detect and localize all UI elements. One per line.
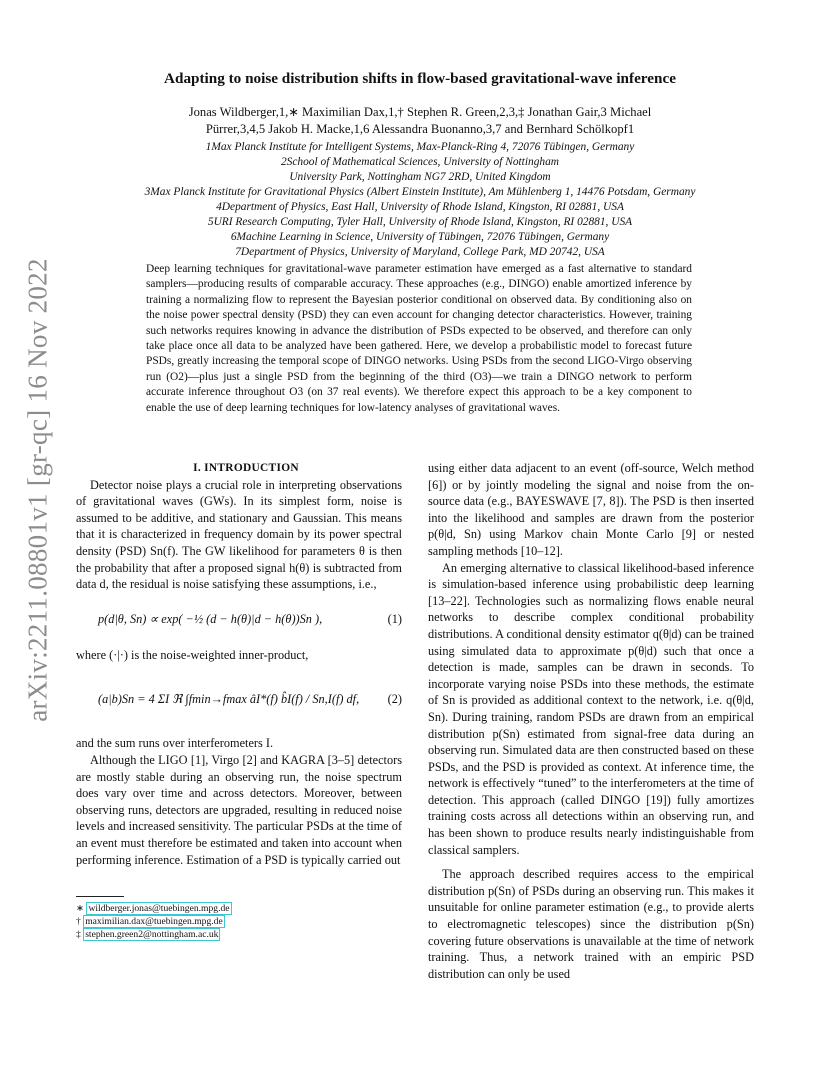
footnote	[76, 929, 402, 942]
affiliation: 7Department of Physics, University of Maryland, College Park, MD 20742, USA	[235, 246, 605, 258]
paragraph: An emerging alternative to classical likelihood-based inference is simulation-based inference using probabilistic deep learning [13–22]. Technologies such as normalizing flows enable neural networks to describe complex conditional probability distributions. A conditional density estimator q(θ|d) can be trained using simulated data to approximate p(θ|d) such that once a detection is made, samples can be drawn in seconds. To incorporate varying noise PSDs into these methods, the estimate of Sn is provided as additional context to the network, i.e. q(θ|d, Sn). During training, random PSDs are drawn from an empirical distribution p(Sn) estimated from signal-free data during an observing run. Simulated data are then constructed based on these PSDs, and the PSD is provided as context. At inference time, the network is effectively “tuned” to the interferometers at the time of detection. This approach (called DINGO [19]) fully amortizes training costs across all detections within an observing run, and has been shown to produce results nearly indistinguishable from classical samplers.	[428, 560, 754, 857]
author-line: Jonas Wildberger,1,∗ Maximilian Dax,1,† Stephen R. Green,2,3,‡ Jonathan Gair,3 Michael	[188, 105, 652, 119]
paragraph: and the sum runs over interferometers I.	[76, 736, 274, 751]
footnote	[76, 903, 402, 916]
equation-expression: p(d|θ, Sn) ∝ exp( −½ (d − h(θ)|d − h(θ))Sn ),	[98, 611, 323, 626]
paragraph: Although the LIGO [1], Virgo [2] and KAGRA [3–5] detectors are mostly stable during an observing run, the noise spectrum does vary over time and across detectors. Moreover, between observing runs, detectors are upgraded, resulting in reduced noise levels and increased sensitivity. The particular PSDs at the time of an event must therefore be estimated and taken into account when performing inference. Estimation of a PSD is typically carried out	[76, 752, 402, 867]
author-list	[110, 104, 730, 138]
left-column	[76, 460, 402, 941]
footnote-rule	[76, 896, 124, 897]
equation-expression: (a|b)Sn = 4 ΣI ℜ ∫fmin→fmax âI*(f) b̂I(f) / Sn,I(f) df,	[98, 692, 360, 707]
email-link[interactable]: maximilian.dax@tuebingen.mpg.de	[85, 915, 223, 927]
affiliation: 3Max Planck Institute for Gravitational Physics (Albert Einstein Institute), Am Mühlenberg 1, 14476 Potsdam, Germany	[144, 186, 696, 198]
footnote-mark: ‡	[76, 928, 81, 940]
section-heading: I. INTRODUCTION	[193, 462, 299, 474]
equation-number: (2)	[387, 692, 402, 707]
email-link[interactable]: wildberger.jonas@tuebingen.mpg.de	[88, 903, 230, 915]
footnote-mark: †	[76, 915, 81, 927]
affiliation: 6Machine Learning in Science, University of Tübingen, 72076 Tübingen, Germany	[230, 231, 610, 243]
arxiv-stamp	[16, 258, 60, 722]
affiliation: University Park, Nottingham NG7 2RD, United Kingdom	[289, 171, 551, 183]
paper-title: Adapting to noise distribution shifts in flow-based gravitational-wave inference	[164, 70, 676, 87]
email-link[interactable]: stephen.green2@nottingham.ac.uk	[85, 928, 219, 940]
equation-1	[76, 599, 402, 643]
affiliation: 2School of Mathematical Sciences, University of Nottingham	[280, 156, 560, 168]
paragraph: The approach described requires access to the empirical distribution p(Sn) of PSDs during an observing run. This makes it unsuitable for online parameter estimation (e.g., to provide alerts to electromagnetic telescopes) since the distribution p(Sn) covering future observations is unavailable at the time of network training. Thus, a network trained with an empiric PSD distribution can only be used	[428, 867, 754, 981]
footnote	[76, 916, 402, 929]
right-column	[428, 460, 754, 982]
footnote-mark: ∗	[76, 903, 85, 915]
equation-number: (1)	[387, 611, 402, 626]
abstract: Deep learning techniques for gravitational-wave parameter estimation have emerged as a fast alternative to standard samplers—producing results of comparable accuracy. These approaches (e.g., DINGO) enable amortized inference by training a normalizing flow to represent the Bayesian posterior conditional on observed data. By conditioning also on the noise power spectral density (PSD) they can even account for changing detector characteristics. However, training such networks requires knowing in advance the distribution of PSDs expected to be observed, and therefore can only take place once all data to be analyzed have been gathered. Here, we develop a probabilistic model to forecast future PSDs, greatly increasing the temporal scope of DINGO networks. Using PSDs from the second LIGO-Virgo observing run (O2)—plus just a single PSD from the beginning of the third (O3)—we train a DINGO network to perform accurate inference throughout O3 (on 37 real events). We therefore expect this approach to be a key component to enable the use of deep learning techniques for low-latency analyses of gravitational waves.	[146, 263, 692, 414]
author-line: Pürrer,3,4,5 Jakob H. Macke,1,6 Alessandra Buonanno,3,7 and Bernhard Schölkopf1	[205, 122, 635, 136]
paragraph: using either data adjacent to an event (off-source, Welch method [6]) or by jointly modeling the signal and noise from the on-source data (e.g., BAYESWAVE [7, 8]). The PSD is then inserted into the likelihood and samples are drawn from the posterior p(θ|d, Sn) using Markov chain Monte Carlo [9] or nested sampling methods [10–12].	[428, 461, 754, 558]
paragraph: Detector noise plays a crucial role in interpreting observations of gravitational waves (GWs). In its simplest form, noise is assumed to be additive, and stationary and Gaussian. This means that it is characterized in frequency domain by its power spectral density (PSD) Sn(f). The GW likelihood for parameters θ is then the probability that after a proposed signal h(θ) is subtracted from data d, the residual is noise satisfying these assumptions, i.e.,	[76, 477, 402, 592]
arxiv-id: arXiv:2211.08801v1 [gr-qc] 16 Nov 2022	[22, 258, 53, 722]
affiliation-list	[60, 140, 780, 260]
affiliation: 5URI Research Computing, Tyler Hall, University of Rhode Island, Kingston, RI 02881, USA	[207, 216, 633, 228]
equation-2	[76, 669, 402, 731]
affiliation: 1Max Planck Institute for Intelligent Systems, Max-Planck-Ring 4, 72076 Tübingen, Germany	[205, 141, 635, 153]
affiliation: 4Department of Physics, East Hall, University of Rhode Island, Kingston, RI 02881, USA	[216, 201, 624, 213]
paragraph: where (·|·) is the noise-weighted inner-product,	[76, 647, 309, 662]
